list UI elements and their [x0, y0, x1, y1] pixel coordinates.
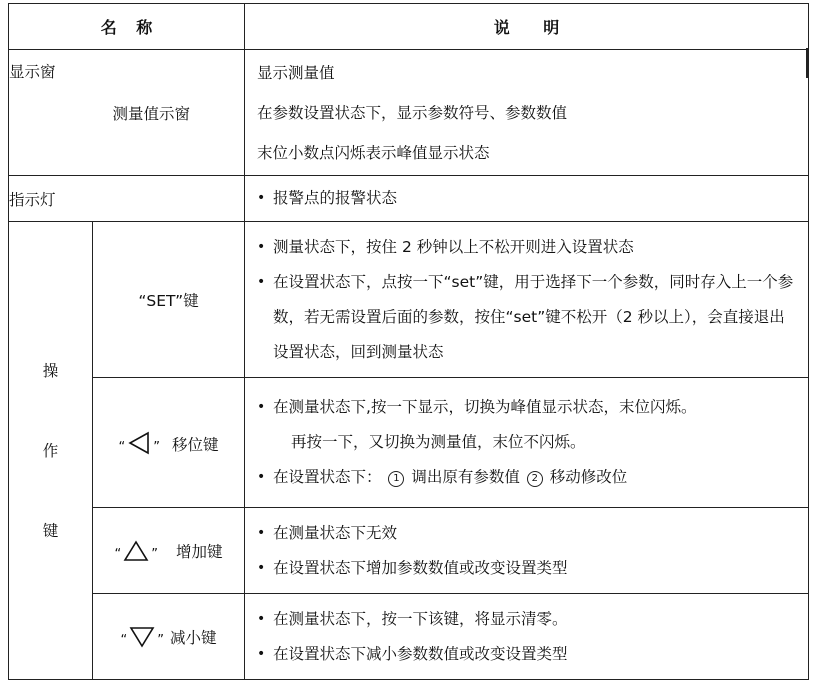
down-key-desc-cell	[245, 594, 809, 680]
indicator-desc-cell	[245, 176, 809, 222]
set-key-bullet: 测量状态下，按住 2 秒钟以上不松开则进入设置状态	[273, 237, 634, 256]
page-edge-marker	[806, 48, 809, 78]
display-sub-cell	[93, 50, 245, 176]
bullet-icon: •	[257, 273, 266, 290]
circled-number-1: 1	[388, 471, 404, 487]
shift-key-bullet-continuation: 再按一下，又切换为测量值，末位不闪烁。	[291, 433, 586, 451]
down-key-bullet: 在设置状态下减小参数数值或改变设置类型	[273, 644, 568, 663]
up-key-name-cell	[93, 508, 245, 594]
header-description: 说 明	[245, 4, 809, 50]
display-desc-line: 显示测量值	[257, 63, 335, 82]
set-key-label: “SET”键	[138, 291, 199, 310]
shift-key-bullet-prefix: 在设置状态下：	[273, 468, 382, 486]
indicator-name-cell	[9, 176, 245, 222]
up-key-bullet: 在测量状态下无效	[273, 523, 398, 542]
operation-keys-group-cell	[9, 222, 93, 680]
bullet-icon: •	[257, 238, 266, 255]
table-header-row	[9, 4, 809, 50]
operation-keys-char: 作	[42, 441, 59, 460]
down-key-bullet: 在测量状态下，按一下该键，将显示清零。	[273, 609, 568, 628]
set-key-bullet: 在设置状态下，点按一下“set”键，用于选择下一个参数，同时存入上一个参数，若无需设置后面的参数，按住“set”键不松开（2 秒以上），会直接退出设置状态，回到测量状态	[273, 272, 794, 361]
open-quote: “	[114, 546, 122, 562]
up-key-desc-cell	[245, 508, 809, 594]
spec-table	[8, 3, 809, 680]
bullet-icon: •	[257, 645, 266, 662]
shift-key-bullet: 在测量状态下,按一下显示，切换为峰值显示状态，末位闪烁。	[273, 398, 697, 416]
indicator-text: 报警点的报警状态	[273, 189, 398, 207]
shift-key-bullet-part: 移动修改位	[549, 468, 628, 486]
left-triangle-icon	[127, 431, 151, 455]
display-desc-cell	[245, 50, 809, 176]
display-group-label: 显示窗	[9, 63, 56, 81]
open-quote: “	[118, 439, 126, 455]
display-group-cell	[9, 50, 93, 176]
bullet-icon: •	[257, 524, 266, 541]
set-key-name-cell	[93, 222, 245, 378]
header-name: 名 称	[9, 4, 245, 50]
down-triangle-icon	[129, 626, 155, 648]
table-row-display	[9, 50, 809, 176]
close-quote: ”	[157, 632, 164, 648]
up-triangle-icon	[123, 540, 149, 562]
shift-key-name-cell	[93, 378, 245, 508]
bullet-icon: •	[257, 559, 266, 576]
display-desc-line: 末位小数点闪烁表示峰值显示状态	[257, 143, 490, 162]
down-key-name-cell	[93, 594, 245, 680]
shift-key-desc-cell	[245, 378, 809, 508]
table-row-up-key	[9, 508, 809, 594]
table-row-indicator	[9, 176, 809, 222]
operation-keys-char: 操	[42, 361, 59, 380]
down-key-label: 减小键	[170, 628, 217, 647]
set-key-desc-cell	[245, 222, 809, 378]
shift-key-bullet-part: 调出原有参数值	[411, 468, 520, 486]
up-key-bullet: 在设置状态下增加参数数值或改变设置类型	[273, 558, 568, 577]
close-quote: ”	[153, 439, 160, 455]
bullet-icon: •	[257, 399, 266, 415]
table-row-shift-key	[9, 378, 809, 508]
close-quote: ”	[151, 546, 158, 562]
circled-number-2: 2	[527, 471, 543, 487]
table-row-set-key	[9, 222, 809, 378]
bullet-icon: •	[257, 610, 266, 627]
up-key-label: 增加键	[176, 542, 223, 561]
display-sub-label: 测量值示窗	[112, 104, 191, 123]
table-row-down-key	[9, 594, 809, 680]
indicator-label: 指示灯	[9, 190, 56, 209]
display-desc-line: 在参数设置状态下，显示参数符号、参数数值	[257, 103, 568, 122]
open-quote: “	[120, 632, 128, 648]
bullet-icon: •	[257, 469, 266, 485]
operation-keys-char: 键	[42, 521, 59, 540]
shift-key-label: 移位键	[172, 435, 219, 454]
bullet-icon: •	[257, 190, 266, 206]
